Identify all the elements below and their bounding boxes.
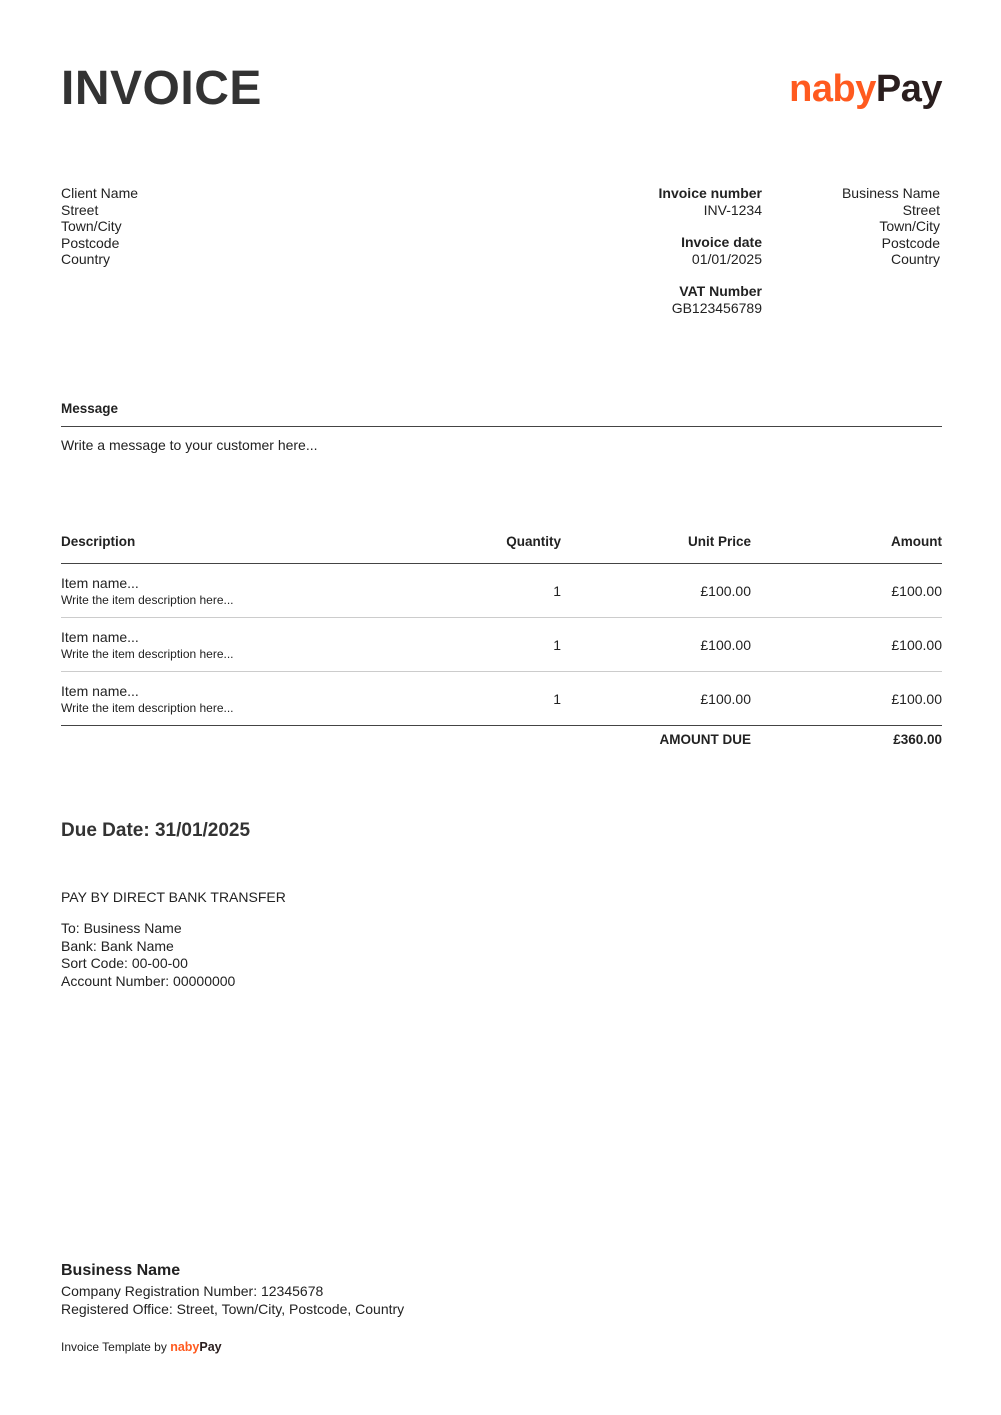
template-credit [61, 1340, 222, 1354]
business-street: Street [902, 201, 940, 218]
business-address [842, 185, 940, 268]
payment-method-heading: PAY BY DIRECT BANK TRANSFER [61, 889, 286, 905]
item-amount: £100.00 [751, 564, 942, 618]
logo-part-pay: Pay [875, 68, 942, 110]
vat-number-label: VAT Number [679, 283, 762, 299]
invoice-number: INV-1234 [703, 201, 762, 218]
invoice-title: INVOICE [61, 62, 262, 115]
item-name: Item name... [61, 682, 139, 699]
items-table [61, 530, 942, 726]
item-unit-price: £100.00 [561, 564, 751, 618]
invoice-meta [659, 185, 762, 332]
item-description: Write the item description here... [61, 700, 234, 715]
header-amount: Amount [751, 530, 942, 564]
bank-to: To: Business Name [61, 920, 182, 936]
table-row [61, 618, 942, 672]
due-date: Due Date: 31/01/2025 [61, 820, 251, 841]
item-unit-price: £100.00 [561, 672, 751, 726]
table-row [61, 564, 942, 618]
item-quantity: 1 [361, 618, 561, 672]
credit-logo-naby: naby [170, 1340, 200, 1354]
brand-logo [789, 66, 942, 112]
item-description: Write the item description here... [61, 592, 234, 607]
bank-account-number: Account Number: 00000000 [61, 973, 236, 990]
client-address [61, 185, 138, 268]
invoice-number-label: Invoice number [658, 185, 762, 201]
item-name: Item name... [61, 574, 139, 591]
message-divider [61, 426, 942, 427]
amount-due-label: AMOUNT DUE [659, 732, 751, 747]
client-name: Client Name [61, 185, 139, 201]
business-town: Town/City [879, 218, 940, 234]
client-country: Country [61, 251, 111, 267]
table-header-row [61, 530, 942, 564]
business-postcode: Postcode [881, 234, 940, 251]
item-amount: £100.00 [751, 618, 942, 672]
credit-logo-pay: Pay [199, 1340, 222, 1354]
bank-details [61, 920, 235, 991]
message-text: Write a message to your customer here... [61, 437, 318, 453]
vat-number: GB123456789 [671, 299, 762, 316]
footer-company-details [61, 1283, 404, 1318]
header-quantity: Quantity [361, 530, 561, 564]
client-town: Town/City [61, 218, 122, 234]
client-postcode: Postcode [61, 234, 120, 251]
client-street: Street [61, 201, 99, 218]
invoice-date-label: Invoice date [681, 234, 762, 250]
logo-part-naby: naby [789, 68, 876, 110]
footer-registration: Company Registration Number: 12345678 [61, 1283, 324, 1299]
item-quantity: 1 [361, 564, 561, 618]
item-name: Item name... [61, 628, 139, 645]
credit-text: Invoice Template by [61, 1340, 167, 1354]
business-country: Country [890, 251, 940, 267]
table-row [61, 672, 942, 726]
header-unit-price: Unit Price [561, 530, 751, 564]
invoice-date: 01/01/2025 [691, 250, 762, 267]
header-description: Description [61, 530, 361, 564]
footer-office: Registered Office: Street, Town/City, Postcode, Country [61, 1300, 405, 1317]
business-name: Business Name [841, 185, 940, 201]
item-quantity: 1 [361, 672, 561, 726]
bank-name: Bank: Bank Name [61, 937, 174, 954]
item-amount: £100.00 [751, 672, 942, 726]
message-label: Message [61, 401, 119, 416]
footer-business-name: Business Name [61, 1262, 181, 1279]
credit-logo [170, 1340, 221, 1354]
bank-sort-code: Sort Code: 00-00-00 [61, 955, 188, 972]
item-description: Write the item description here... [61, 646, 234, 661]
item-unit-price: £100.00 [561, 618, 751, 672]
amount-due-value: £360.00 [893, 732, 942, 747]
